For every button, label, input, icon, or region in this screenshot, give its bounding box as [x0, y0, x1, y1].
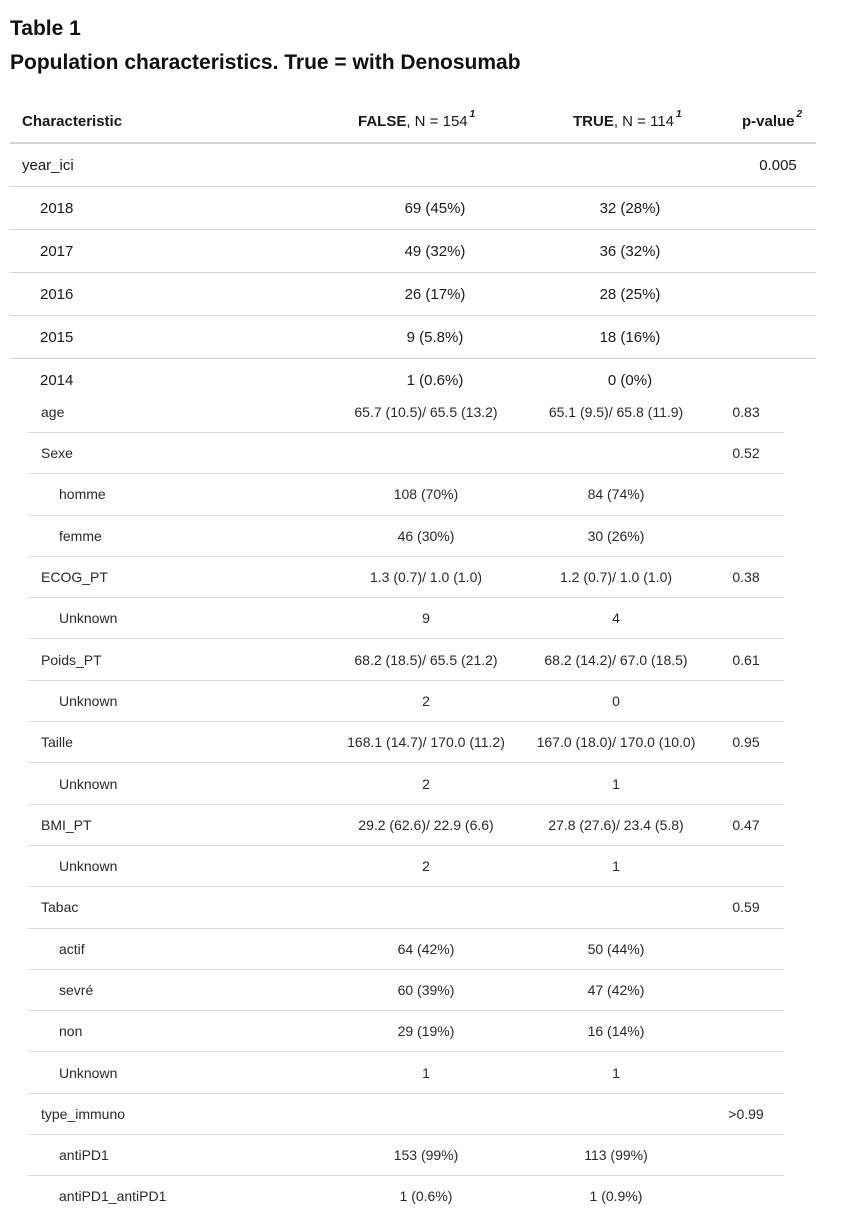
cell-false: 2 — [422, 858, 430, 875]
cell-false: 64 (42%) — [397, 940, 455, 957]
cell-false: 168.1 (14.7)/ 170.0 (11.2) — [347, 734, 505, 751]
cell-pvalue — [708, 1135, 784, 1175]
cell-false: 46 (30%) — [397, 527, 455, 544]
cell-pvalue — [708, 929, 784, 969]
table-row — [28, 516, 784, 557]
table-row — [28, 598, 784, 639]
header-characteristic: Characteristic — [22, 112, 123, 130]
cell-pvalue — [708, 516, 784, 556]
cell-false: 49 (32%) — [404, 242, 466, 260]
cell-true: 36 (32%) — [599, 242, 661, 260]
row-label: year_ici — [22, 156, 74, 174]
cell-false: 68.2 (18.5)/ 65.5 (21.2) — [354, 651, 498, 668]
cell-false: 2 — [422, 775, 430, 792]
row-label: Taille — [41, 734, 73, 751]
table-header — [10, 100, 816, 144]
cell-false: 108 (70%) — [393, 486, 459, 503]
cell-false: 1 (0.6%) — [399, 1188, 453, 1205]
row-label: actif — [59, 940, 85, 957]
table-row — [28, 887, 784, 928]
cell-pvalue — [730, 273, 826, 315]
cell-false — [328, 1094, 524, 1134]
header-false-label: FALSE — [358, 112, 407, 130]
table-row — [10, 273, 816, 316]
cell-true: 68.2 (14.2)/ 67.0 (18.5) — [544, 651, 688, 668]
header-true — [573, 100, 682, 142]
cell-true: 1 (0.9%) — [589, 1188, 643, 1205]
cell-false: 2 — [422, 692, 430, 709]
cell-true — [518, 887, 714, 927]
cell-true: 50 (44%) — [587, 940, 645, 957]
table-row — [10, 230, 816, 273]
cell-true: 4 — [612, 610, 620, 627]
cell-true: 167.0 (18.0)/ 170.0 (10.0) — [536, 734, 696, 751]
table-row — [10, 316, 816, 359]
cell-pvalue — [708, 474, 784, 514]
row-label: antiPD1 — [59, 1147, 109, 1164]
header-true-n: , N = 114 — [613, 112, 675, 130]
characteristics-table-top — [10, 100, 816, 401]
row-label: homme — [59, 486, 106, 503]
row-label: Unknown — [59, 1064, 118, 1081]
footnote-marker: 1 — [676, 108, 682, 120]
row-label: femme — [59, 527, 102, 544]
table-row — [28, 681, 784, 722]
cell-false: 1 (0.6%) — [406, 371, 464, 389]
row-label: type_immuno — [41, 1105, 126, 1122]
cell-true: 1 — [612, 858, 620, 875]
row-label: Unknown — [59, 775, 118, 792]
table-row — [28, 557, 784, 598]
cell-pvalue — [708, 1052, 784, 1092]
cell-false — [328, 887, 524, 927]
cell-false: 1 — [422, 1064, 430, 1081]
cell-false: 60 (39%) — [397, 982, 455, 998]
cell-true: 1.2 (0.7)/ 1.0 (1.0) — [559, 569, 673, 586]
cell-false: 9 — [422, 610, 430, 627]
table-row — [28, 722, 784, 763]
table-row — [10, 144, 816, 187]
row-label: antiPD1_antiPD1 — [59, 1188, 167, 1205]
cell-pvalue — [708, 681, 784, 721]
cell-pvalue — [708, 1011, 784, 1051]
cell-false: 29.2 (62.6)/ 22.9 (6.6) — [358, 816, 494, 833]
row-label: 2015 — [40, 328, 74, 346]
table-row — [28, 1135, 784, 1176]
row-label: 2016 — [40, 285, 74, 303]
characteristics-table-bottom — [28, 392, 784, 1217]
cell-pvalue: 0.52 — [732, 445, 760, 462]
row-label: 2018 — [40, 199, 74, 217]
cell-true: 28 (25%) — [599, 285, 661, 303]
header-false-n: , N = 154 — [406, 112, 468, 130]
table-row — [10, 187, 816, 230]
table-row — [28, 1176, 784, 1216]
cell-pvalue: 0.95 — [732, 734, 760, 751]
table-title: Table 1 — [10, 17, 81, 40]
cell-false: 29 (19%) — [397, 1023, 455, 1040]
cell-pvalue: 0.47 — [732, 816, 760, 833]
cell-pvalue — [708, 846, 784, 886]
header-pvalue-label: p-value — [742, 112, 795, 130]
row-label: sevré — [59, 982, 94, 998]
table-row — [28, 846, 784, 887]
cell-pvalue: 0.38 — [732, 569, 760, 586]
table-body — [10, 144, 816, 401]
row-label: ECOG_PT — [41, 569, 108, 586]
cell-pvalue — [708, 598, 784, 638]
cell-true: 30 (26%) — [587, 527, 645, 544]
cell-pvalue — [708, 763, 784, 803]
row-label: Poids_PT — [41, 651, 102, 668]
cell-true: 1 — [612, 1064, 620, 1081]
cell-false: 26 (17%) — [404, 285, 466, 303]
cell-true: 27.8 (27.6)/ 23.4 (5.8) — [548, 816, 684, 833]
cell-pvalue: 0.005 — [759, 156, 797, 174]
cell-true — [518, 433, 714, 473]
table-row — [28, 392, 784, 433]
cell-true: 84 (74%) — [587, 486, 645, 503]
table-row — [28, 1094, 784, 1135]
row-label: Unknown — [59, 610, 118, 627]
cell-pvalue — [708, 1176, 784, 1216]
cell-true: 0 (0%) — [607, 371, 653, 389]
table-row — [28, 639, 784, 680]
cell-false: 9 (5.8%) — [406, 328, 464, 346]
table-row — [28, 1011, 784, 1052]
cell-false: 1.3 (0.7)/ 1.0 (1.0) — [369, 569, 483, 586]
header-pvalue — [742, 100, 802, 142]
row-label: Tabac — [41, 899, 79, 916]
cell-pvalue: 0.83 — [732, 404, 760, 420]
cell-true: 113 (99%) — [584, 1147, 648, 1164]
table-row — [28, 433, 784, 474]
cell-true — [518, 1094, 714, 1134]
footnote-marker: 2 — [796, 108, 803, 120]
cell-true: 32 (28%) — [599, 199, 661, 217]
row-label: Unknown — [59, 858, 118, 875]
table-subtitle: Population characteristics. True = with Denosumab — [10, 51, 521, 74]
cell-false: 65.7 (10.5)/ 65.5 (13.2) — [354, 404, 498, 420]
table-row — [28, 805, 784, 846]
cell-false: 69 (45%) — [404, 199, 466, 217]
row-label: 2017 — [40, 242, 74, 260]
header-false — [358, 100, 475, 142]
table-row — [28, 474, 784, 515]
table-row — [28, 929, 784, 970]
header-true-label: TRUE — [573, 112, 614, 130]
footnote-marker: 1 — [469, 108, 476, 120]
row-label: BMI_PT — [41, 816, 92, 833]
row-label: Sexe — [41, 445, 73, 462]
cell-pvalue: >0.99 — [728, 1105, 764, 1122]
cell-true: 16 (14%) — [587, 1023, 645, 1040]
cell-true — [510, 144, 750, 186]
table-row — [28, 970, 784, 1011]
cell-pvalue — [708, 970, 784, 1010]
cell-pvalue: 0.59 — [732, 899, 760, 916]
cell-true: 47 (42%) — [587, 982, 645, 998]
cell-pvalue — [730, 316, 826, 358]
table-row — [28, 763, 784, 804]
table-row — [28, 1052, 784, 1093]
cell-true: 65.1 (9.5)/ 65.8 (11.9) — [548, 404, 684, 420]
row-label: age — [41, 404, 65, 420]
cell-true: 0 — [612, 692, 620, 709]
cell-true: 1 — [612, 775, 620, 792]
row-label: non — [59, 1023, 83, 1040]
cell-false — [328, 433, 524, 473]
cell-pvalue: 0.61 — [732, 651, 760, 668]
row-label: 2014 — [40, 371, 74, 389]
row-label: Unknown — [59, 692, 118, 709]
cell-true: 18 (16%) — [599, 328, 661, 346]
cell-false: 153 (99%) — [393, 1147, 459, 1164]
cell-pvalue — [730, 187, 826, 229]
cell-pvalue — [730, 230, 826, 272]
